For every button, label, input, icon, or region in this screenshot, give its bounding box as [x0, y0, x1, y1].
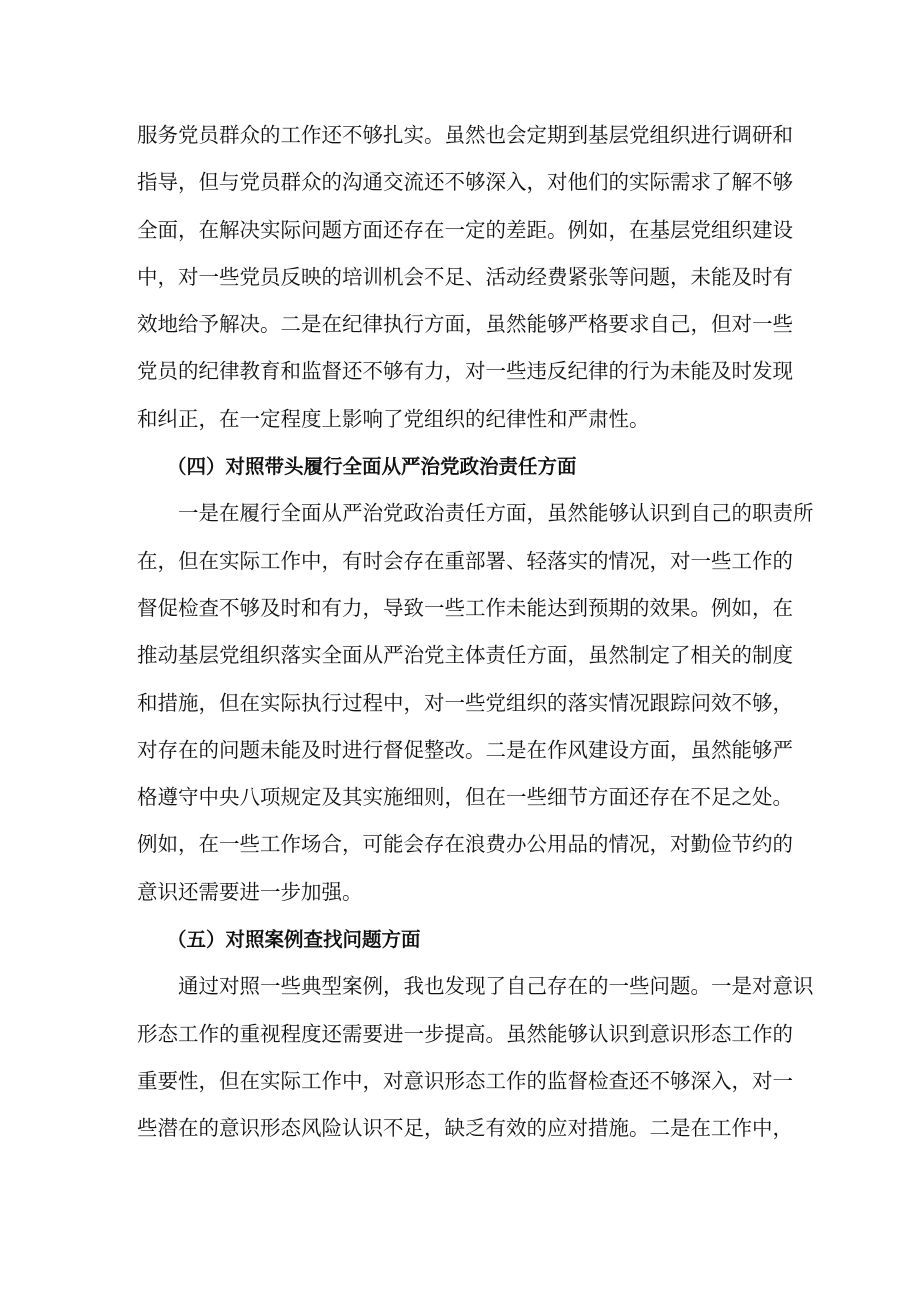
paragraph-line: 形态工作的重视程度还需要进一步提高。虽然能够认识到意识形态工作的 [137, 1021, 793, 1046]
paragraph-line: 和纠正，在一定程度上影响了党组织的纪律性和严肃性。 [137, 406, 650, 431]
paragraph-line: 推动基层党组织落实全面从严治党主体责任方面，虽然制定了相关的制度 [137, 643, 793, 668]
paragraph-line: 一是在履行全面从严治党政治责任方面，虽然能够认识到自己的职责所 [178, 501, 814, 526]
paragraph-2 [137, 490, 814, 916]
document-body [137, 112, 814, 1153]
paragraph-line: 党员的纪律教育和监督还不够有力，对一些违反纪律的行为未能及时发现 [137, 359, 793, 384]
paragraph-line: 格遵守中央八项规定及其实施细则，但在一些细节方面还存在不足之处。 [137, 785, 793, 810]
paragraph-1 [137, 112, 793, 443]
paragraph-line: 服务党员群众的工作还不够扎实。虽然也会定期到基层党组织进行调研和 [137, 123, 793, 147]
paragraph-line: 和措施，但在实际执行过程中，对一些党组织的落实情况跟踪问效不够， [137, 690, 793, 715]
paragraph-line: 通过对照一些典型案例，我也发现了自己存在的一些问题。一是对意识 [178, 974, 814, 999]
paragraph-line: 对存在的问题未能及时进行督促整改。二是在作风建设方面，虽然能够严 [137, 737, 793, 762]
section-heading-4: （四）对照带头履行全面从严治党政治责任方面 [167, 455, 577, 479]
paragraph-line: 重要性，但在实际工作中，对意识形态工作的监督检查还不够深入，对一 [137, 1068, 793, 1093]
paragraph-line: 指导，但与党员群众的沟通交流还不够深入，对他们的实际需求了解不够 [137, 170, 793, 195]
section-heading-5: （五）对照案例查找问题方面 [167, 928, 421, 952]
paragraph-line: 在，但在实际工作中，有时会存在重部署、轻落实的情况，对一些工作的 [137, 548, 793, 573]
paragraph-line: 例如，在一些工作场合，可能会存在浪费办公用品的情况，对勤俭节约的 [137, 832, 793, 857]
paragraph-line: 督促检查不够及时和有力，导致一些工作未能达到预期的效果。例如，在 [137, 595, 793, 620]
paragraph-line: 效地给予解决。二是在纪律执行方面，虽然能够严格要求自己，但对一些 [137, 312, 793, 337]
paragraph-3 [137, 963, 814, 1152]
paragraph-line: 些潜在的意识形态风险认识不足，缺乏有效的应对措施。二是在工作中， [137, 1116, 793, 1141]
paragraph-line: 意识还需要进一步加强。 [137, 879, 363, 904]
paragraph-line: 全面，在解决实际问题方面还存在一定的差距。例如，在基层党组织建设 [137, 217, 793, 242]
paragraph-line: 中，对一些党员反映的培训机会不足、活动经费紧张等问题，未能及时有 [137, 264, 793, 289]
